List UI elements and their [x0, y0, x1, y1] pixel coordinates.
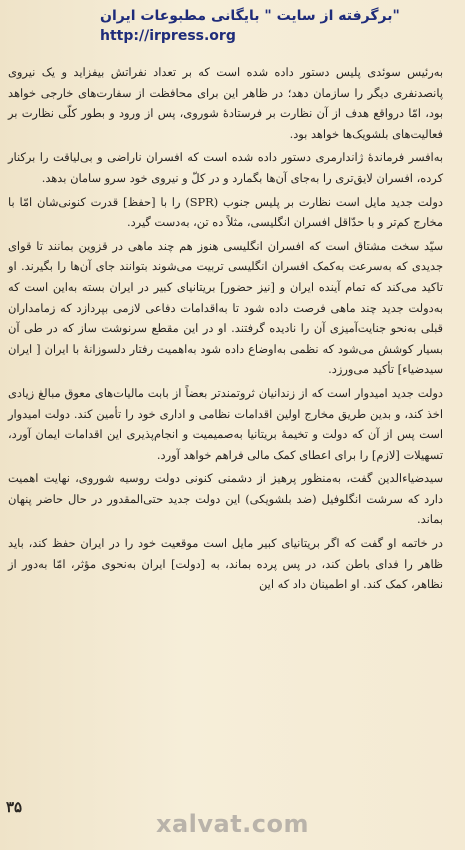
source-line: برگرفته از سایت " بایگانی مطبوعات ایران"	[100, 8, 400, 24]
paragraph: به‌افسر فرماندهٔ ژاندارمری دستور داده شده است که افسران ناراضی و بی‌لیاقت را برکنار کرده، افسران لایق‌تری را به‌جای آن‌ها بگمارد و در کلّ و نیروی خود سرو سامان بدهد.	[8, 150, 443, 185]
source-url[interactable]: http://irpress.org	[100, 28, 236, 44]
source-header	[100, 6, 420, 46]
watermark: xalvat.com	[155, 810, 310, 838]
paragraph: دولت جدید مایل است نظارت بر پلیس جنوب (SPR) را با [حفظ] قدرت کنونی‌شان امّا با مخارج کم‌تر و با حدّاقل افسران انگلیسی، مثلاً ده تن، به‌دست گیرد.	[8, 194, 443, 230]
paragraph: سیدضیاءالدین گفت، به‌منظور پرهیز از دشمنی کنونی دولت روسیه شوروی، نهایت اهمیت دارد که سرشت انگلوفیل (ضد بلشویکی) این دولت جدید حتی‌المقدور در حال حاضر پنهان بماند.	[8, 471, 443, 527]
page-body	[8, 62, 443, 598]
paragraph: سیّد سخت مشتاق است که افسران انگلیسی هنوز هم چند ماهی در قزوین بمانند تا قوای جدیدی که به‌سرعت به‌کمک افسران انگلیسی تربیت می‌شوند بتوانند جای آن‌ها را بگیرند. او تاکید می‌کند که تمام آینده ایران و [نیز حضور] بریتانیای کبیر در ایران بسته به‌این است که به‌دولت جدید چند ماهی فرصت داده شود تا به‌اقدامات دفاعی لازمی بپردازد که زمامداران قبلی به‌نحو جنایت‌آمیزی آن را نادیده گرفتند. او در این مقطع سرنوشت ساز که در طی آن بسیار کوشش می‌شود که نظمی به‌اوضاع داده شود به‌اهمیت رفتار دلسوزانهٔ با ایران [ ایران سیدضیاء] تأکید می‌ورزد.	[8, 238, 443, 377]
paragraph: دولت جدید امیدوار است که از زندانیان ثروتمندتر بعضاً از بابت مالیات‌های معوق مبالغ زیادی اخذ کند، و بدین طریق مخارج اولین اقدامات نظامی و اداری خود را تأمین کند. دولت امیدوار است پس از آن که دولت و تخیمهٔ بریتانیا به‌صمیمیت و انجام‌پذیری این اقدامات ایمان آورد، تسهیلات [لازم] را برای اعطای کمک مالی فراهم خواهد آورد.	[8, 385, 443, 462]
paragraph: در خاتمه او گفت که اگر بریتانیای کبیر مایل است موقعیت خود را در ایران حفظ کند، باید ظاهر را فدای باطن کند، در پس پرده بماند، به [دولت] ایران به‌نحوی مؤثر، امّا به‌دور از نظاهر، کمک کند. او اطمینان داد که این	[8, 536, 443, 592]
page-number: ۳۵	[6, 798, 23, 816]
paragraph: به‌رئیس سوئدی پلیس دستور داده شده است که بر تعداد نفراتش بیفزاید و یک نیروی پانصدنفری دیگر را سازمان دهد؛ در ظاهر این برای محافظت از سفارت‌های خارجی خواهد بود، امّا درواقع هدف از آن نظارت بر فرستادهٔ شوروی، پس از ورود و بطور کلّی نظارت بر فعالیت‌های بلشویک‌ها خواهد بود.	[8, 65, 443, 141]
